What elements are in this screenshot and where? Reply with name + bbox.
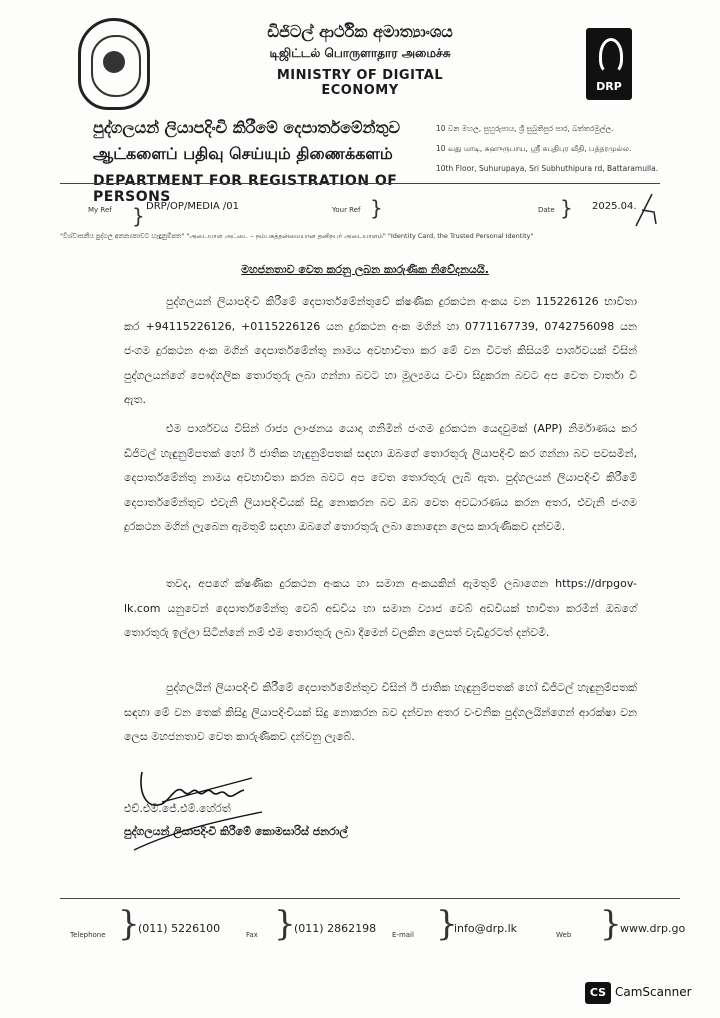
web-label: Web [556,931,572,939]
department-name-tamil: ஆட்களைப் பதிவு செய்யும் திணைக்களம் [93,144,393,163]
telephone-brace: } [118,904,140,944]
department-heading [93,118,433,205]
date-handwritten-mark [632,190,660,230]
ministry-name-english: MINISTRY OF DIGITAL ECONOMY [276,68,444,98]
state-emblem-icon [78,18,150,110]
paragraph-4: පුද්ගලයින් ලියාපදිංචි කිරීමේ දෙපාර්තමේන්තුව විසින් ඊ ජාතික හැඳුනුම්පතක් හෝ ඩිජිටල් හැඳුනුම්පතක් සඳහා මේ වන තෙක් කිසිදු ලියාපදිංචියක් සිදු නොකරන බව දන්වන අතර වංචනික පුද්ගලයින්ගෙන් ආරක්ෂා වන ලෙස මහජනතාව වෙත කාරුණිකව දන්වනු ලැබේ. [124,681,637,743]
your-ref-label: Your Ref [332,206,361,214]
ministry-heading [250,22,470,98]
signatory-name: එච්.එම්.ජේ.එම්.හේරත් [124,802,231,815]
department-address [436,124,666,183]
footer-divider [60,898,680,899]
department-name-sinhala: පුද්ගලයන් ලියාපදිංචි කිරීමේ දෙපාර්තමේන්තුව [93,118,400,137]
camscanner-watermark [585,982,692,1004]
telephone-value: (011) 5226100 [138,922,221,935]
paragraph-2: එම පාර්ශවය විසින් රාජ්‍ය ලාංඡනය යොදා ගනිමින් ජංගම දුරකථන යෙදවුමක් (APP) නිර්මාණය කර ඩිජිටල් හැඳුනුම්පතක් හෝ ඊ ජාතික හැඳුනුම්පතක් සඳහා ඔබගේ තොරතුරු ලියාපදිංචි කර ගන්නා බව පවසමින්, දෙපාර්තමේන්තු නාමය අවභාවිතා කරන බවට අප වෙත තොරතුරු ලැබී ඇත. පුද්ගලයන් ලියාපදිංචි කිරීමේ දෙපාර්තමේන්තුව එවැනි ලියාපදිංචියක් සිදු නොකරන බව ඔබ වෙත අවධාරණය කරන අතර, එවැනි ජංගම දුරකථන මගින් ලැබෙන ඇමතුම් සඳහා ඔබගේ තොරතුරු ලබා නොදෙන ලෙස කාරුණිකව දන්වමි. [124,422,637,533]
ministry-name-tamil: டிஜிட்டல் பொருளாதார அமைச்சு [269,46,451,60]
web-brace: } [600,904,622,944]
ministry-name-sinhala: ඩිජිටල් ආර්ථික අමාත්‍යාංශය [267,22,453,41]
drp-logo-icon [586,28,632,100]
email-value: info@drp.lk [454,922,518,935]
your-ref-brace: } [370,196,383,220]
identity-tagline: "විශ්වාසනීය පුද්ගල අනන්‍යතාවට හැඳුනුම්පත" "அடையாள அட்டை – நம்பகத்தன்மையான தனிநபர் அடையாளம்" "Identity Card, the Trusted Personal Identity" [60,232,534,240]
email-brace: } [436,904,458,944]
telephone-label: Telephone [70,931,106,939]
paragraph-3: තවද, අපගේ ක්ෂණික දුරකථන අංකය හා සමාන අංකයකින් ඇමතුම් ලබාගෙන https://drpgov-lk.com යනුවෙන් දෙපාර්තමේන්තු වෙබ් අඩවිය හා සමාන ව්‍යාජ වෙබ් අඩවියක් භාවිතා කරමින් ඔබගේ තොරතුරු ඉල්ලා සිටින්නේ නම් එම තොරතුරු ලබා දීමෙන් වලකින ලෙසත් වැඩිදුරටත් දන්වමි. [124,577,637,639]
date-brace: } [560,196,573,220]
fax-value: (011) 2862198 [294,922,377,935]
header-divider [60,183,660,184]
camscanner-label: CamScanner [615,985,692,999]
date-label: Date [538,206,555,214]
drp-logo-text: DRP [596,80,622,93]
fax-label: Fax [246,931,258,939]
letter-subject: මහජනතාව වෙත කරනු ලබන කාරුණික නිවේදනයයි. [241,263,489,276]
my-ref-brace: } [132,204,145,228]
camscanner-logo-icon: CS [585,982,611,1004]
my-ref-value: DRP/OP/MEDIA /01 [146,201,240,212]
department-name-english: DEPARTMENT FOR REGISTRATION OF PERSONS [93,173,398,205]
address-sinhala: 10 වන මහල, සුහුරුපාය, ශ්‍රී සුබුතිපුර පාර, බත්තරමුල්ල. [436,124,614,133]
signatory-title: පුද්ගලයන් ලියාපදිංචි කිරීමේ කොමසාරිස් ජනරාල් [124,825,348,838]
address-tamil: 10 வது மாடி, சுஹுருபாய, ஶ்ரீ சுபுதிபுர வீதி, பத்தரமுல்ல. [436,144,632,153]
date-value: 2025.04. [592,201,637,212]
paragraph-1: පුද්ගලයන් ලියාපදිංචි කිරීමේ දෙපාර්තමේන්තුවේ ක්ෂණික දුරකථන අංකය වන 115226126 භාවිතා කර +94115226126, +0115226126 යන දුරකථන අංක මගින් හා 0771167739, 0742756098 යන ජංගම දුරකථන අංක මගින් දෙපාර්තමේන්තු නාමය අවභාවිතා කර මේ වන විටත් කිසියම් පාර්ශවයක් විසින් පුද්ගලයන්ගේ පෞද්ගලික තොරතුරු ලබා ගන්නා බවට හා මූල්‍යමය වංචා සිදුකරන බවට අප වෙත වාර්තා වී ඇත. [124,295,637,406]
email-label: E-mail [392,931,414,939]
address-english: 10th Floor, Suhurupaya, Sri Subhuthipura rd, Battaramulla. [436,164,659,173]
my-ref-label: My Ref [88,206,112,214]
web-value: www.drp.go [620,922,686,935]
fax-brace: } [274,904,296,944]
